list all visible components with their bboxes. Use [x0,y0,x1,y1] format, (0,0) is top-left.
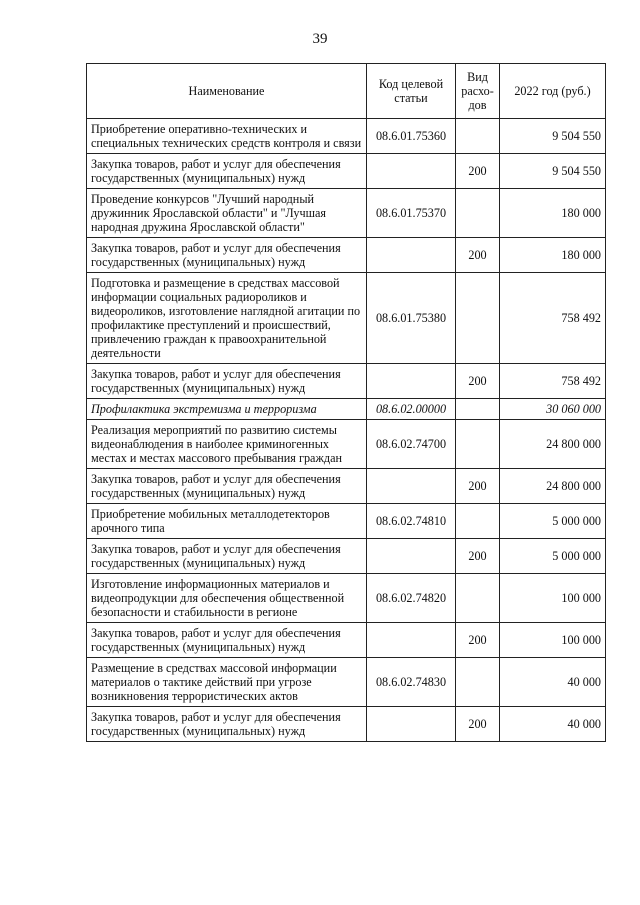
type-cell [456,420,500,469]
section-row [87,399,606,420]
amount-cell: 5 000 000 [500,504,606,539]
code-cell [367,707,456,742]
name-cell: Приобретение оперативно-технических и специальных технических средств контроля и связи [87,119,367,154]
amount-cell: 100 000 [500,574,606,623]
type-cell: 200 [456,707,500,742]
code-cell: 08.6.02.74820 [367,574,456,623]
type-cell: 200 [456,364,500,399]
code-cell [367,238,456,273]
amount-cell: 758 492 [500,364,606,399]
name-cell: Изготовление информационных материалов и видеопродукции для обеспечения общественной безопасности и стабильности в регионе [87,574,367,623]
amount-cell: 40 000 [500,658,606,707]
type-cell: 200 [456,623,500,658]
table-row [87,574,606,623]
amount-cell: 5 000 000 [500,539,606,574]
code-cell [367,364,456,399]
type-cell: 200 [456,238,500,273]
budget-table [86,63,606,742]
type-cell [456,658,500,707]
type-cell: 200 [456,154,500,189]
type-cell [456,189,500,238]
name-cell: Закупка товаров, работ и услуг для обеспечения государственных (муниципальных) нужд [87,623,367,658]
header-name: Наименование [87,64,367,119]
amount-cell: 180 000 [500,189,606,238]
header-amount: 2022 год (руб.) [500,64,606,119]
table-row [87,154,606,189]
type-cell [456,504,500,539]
table-row [87,238,606,273]
name-cell: Закупка товаров, работ и услуг для обеспечения государственных (муниципальных) нужд [87,238,367,273]
code-cell [367,539,456,574]
header-code: Код целевой статьи [367,64,456,119]
code-cell: 08.6.02.74700 [367,420,456,469]
amount-cell: 758 492 [500,273,606,364]
name-cell: Проведение конкурсов "Лучший народный дружинник Ярославской области" и "Лучшая народная дружина Ярославской области" [87,189,367,238]
table-row [87,658,606,707]
code-cell [367,154,456,189]
code-cell: 08.6.02.74810 [367,504,456,539]
type-cell [456,119,500,154]
name-cell: Закупка товаров, работ и услуг для обеспечения государственных (муниципальных) нужд [87,469,367,504]
name-cell: Приобретение мобильных металлодетекторов арочного типа [87,504,367,539]
type-cell [456,273,500,364]
table-row [87,469,606,504]
amount-cell: 30 060 000 [500,399,606,420]
amount-cell: 24 800 000 [500,469,606,504]
table-row [87,539,606,574]
code-cell: 08.6.01.75360 [367,119,456,154]
code-cell: 08.6.02.74830 [367,658,456,707]
table-row [87,364,606,399]
name-cell: Закупка товаров, работ и услуг для обеспечения государственных (муниципальных) нужд [87,154,367,189]
code-cell [367,469,456,504]
amount-cell: 180 000 [500,238,606,273]
type-cell: 200 [456,539,500,574]
name-cell: Реализация мероприятий по развитию системы видеонаблюдения в наиболее криминогенных местах и местах массового пребывания граждан [87,420,367,469]
type-cell [456,399,500,420]
amount-cell: 9 504 550 [500,154,606,189]
table-row [87,189,606,238]
code-cell [367,623,456,658]
header-type: Вид расхо-дов [456,64,500,119]
name-cell: Закупка товаров, работ и услуг для обеспечения государственных (муниципальных) нужд [87,364,367,399]
code-cell: 08.6.02.00000 [367,399,456,420]
name-cell: Подготовка и размещение в средствах массовой информации социальных радиороликов и видеороликов, изготовление наглядной агитации по профилактике преступлений и происшествий, привлечению граждан к правоохранительной деятельности [87,273,367,364]
amount-cell: 40 000 [500,707,606,742]
table-row [87,707,606,742]
table-row [87,420,606,469]
table-body [87,119,606,742]
table-row [87,623,606,658]
table-row [87,119,606,154]
page-number: 39 [312,31,328,47]
amount-cell: 100 000 [500,623,606,658]
table-header-row [87,64,606,119]
type-cell [456,574,500,623]
type-cell: 200 [456,469,500,504]
name-cell: Закупка товаров, работ и услуг для обеспечения государственных (муниципальных) нужд [87,539,367,574]
name-cell: Размещение в средствах массовой информации материалов о тактике действий при угрозе возникновения террористических актов [87,658,367,707]
name-cell: Закупка товаров, работ и услуг для обеспечения государственных (муниципальных) нужд [87,707,367,742]
amount-cell: 9 504 550 [500,119,606,154]
code-cell: 08.6.01.75380 [367,273,456,364]
table-row [87,273,606,364]
table-row [87,504,606,539]
amount-cell: 24 800 000 [500,420,606,469]
name-cell: Профилактика экстремизма и терроризма [87,399,367,420]
code-cell: 08.6.01.75370 [367,189,456,238]
